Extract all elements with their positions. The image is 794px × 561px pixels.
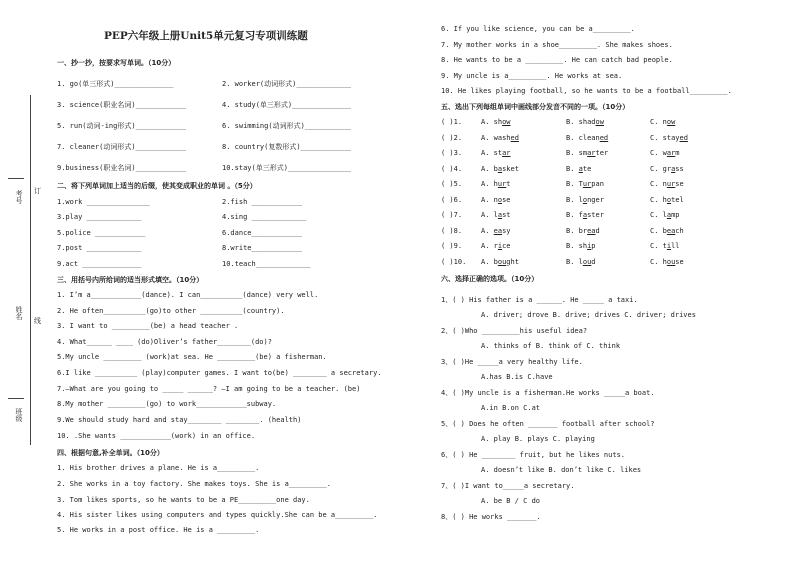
s5-option-pre: B. clean bbox=[566, 134, 600, 142]
s3-item: 9.We should study hard and stay________ ________. (health) bbox=[57, 416, 302, 424]
label-kaohao: 考号 bbox=[15, 190, 23, 204]
label-ding: 订 bbox=[34, 187, 41, 195]
s5-option-u: o bbox=[666, 196, 672, 204]
s5-option-b bbox=[566, 149, 608, 158]
s5-option-u: a bbox=[497, 165, 503, 173]
s5-option-a bbox=[481, 196, 511, 205]
s5-option-c bbox=[650, 118, 675, 127]
s5-option-a bbox=[481, 180, 511, 189]
s5-row-number: ( )10. bbox=[441, 258, 467, 266]
s5-option-b bbox=[566, 242, 596, 251]
s5-option-u: a bbox=[497, 211, 503, 219]
s5-row-number: ( )2. bbox=[441, 134, 463, 142]
s5-option-u: ow bbox=[595, 118, 604, 126]
s5-option-u: i bbox=[497, 242, 503, 250]
s5-option-post: se bbox=[675, 258, 684, 266]
s5-option-u: ou bbox=[582, 258, 592, 266]
s5-row-number: ( )4. bbox=[441, 165, 463, 173]
label-xian: 线 bbox=[34, 317, 41, 325]
s5-option-c bbox=[650, 165, 684, 174]
s5-option-u: ed bbox=[510, 134, 519, 142]
s5-option-u: ow bbox=[666, 118, 676, 126]
s2-item: 9.act ______________ bbox=[57, 260, 142, 268]
s2-item: 4.sing _____________ bbox=[222, 213, 307, 221]
s5-option-post: d bbox=[595, 227, 600, 235]
s5-option-post: d bbox=[591, 258, 596, 266]
s5-option-pre: B. br bbox=[566, 227, 588, 235]
s5-option-post: mp bbox=[671, 211, 680, 219]
s4-item: 10. He likes playing football, so he wants to be a football_________. bbox=[441, 87, 732, 95]
s5-option-u: a bbox=[578, 165, 583, 173]
s5-option-u: i bbox=[666, 242, 672, 250]
s5-option-post: ll bbox=[671, 242, 680, 250]
s5-option-c bbox=[650, 134, 688, 143]
s5-option-pre: B. sm bbox=[566, 149, 588, 157]
s5-option-c bbox=[650, 242, 680, 251]
s6-question: 5、( ) Does he often _______ football after school? bbox=[441, 420, 655, 428]
s3-item: 3. I want to _________(be) a head teacher . bbox=[57, 322, 239, 330]
s6-options: A. doesn’t like B. don’t like C. likes bbox=[481, 466, 642, 474]
s4-item: 6. If you like science, you can be a_________. bbox=[441, 25, 635, 33]
s5-option-u: ar bbox=[587, 149, 596, 157]
page-title: PEP六年级上册Unit5单元复习专项训练题 bbox=[104, 30, 308, 42]
s5-option-post: ss bbox=[675, 165, 684, 173]
s5-option-a bbox=[481, 227, 511, 236]
s6-question: 4、( )My uncle is a fisherman.He works _____a boat. bbox=[441, 389, 655, 397]
s5-option-post: m bbox=[675, 149, 680, 157]
s6-question: 1、( ) His father is a ______. He _____ a taxi. bbox=[441, 296, 638, 304]
s2-item: 5.police ____________ bbox=[57, 229, 146, 237]
s5-option-post: sket bbox=[502, 165, 519, 173]
s5-option-pre: C. stay bbox=[650, 134, 680, 142]
s6-options: A.in B.on C.at bbox=[481, 404, 541, 412]
s5-option-post: pan bbox=[591, 180, 604, 188]
s3-item: 8.My mother _________(go) to work____________subway. bbox=[57, 400, 277, 408]
s5-option-post: sy bbox=[502, 227, 511, 235]
s5-option-c bbox=[650, 258, 684, 267]
s5-option-u: ur bbox=[497, 180, 507, 188]
s2-item: 3.play _____________ bbox=[57, 213, 142, 221]
s5-option-pre: A. b bbox=[481, 165, 498, 173]
s2-item: 6.dance____________ bbox=[222, 229, 303, 237]
s5-option-post: st bbox=[502, 211, 511, 219]
s4-item: 3. Tom likes sports, so he wants to be a PE_________one day. bbox=[57, 496, 310, 504]
s5-option-u: a bbox=[582, 211, 588, 219]
section-4-heading: 四、根据句意,补全单词。（10分） bbox=[57, 449, 164, 457]
s2-item: 1.work _______________ bbox=[57, 198, 150, 206]
s2-item: 10.teach_____________ bbox=[222, 260, 311, 268]
s1-item: 6. swimming(动词形式)___________ bbox=[222, 122, 352, 130]
s5-option-u: i bbox=[587, 242, 592, 250]
s4-item: 7. My mother works in a shoe_________. She makes shoes. bbox=[441, 41, 673, 49]
s5-option-u: ur bbox=[582, 180, 592, 188]
label-banji: 班级 bbox=[15, 408, 23, 422]
s1-item: 1. go(单三形式)______________ bbox=[57, 80, 174, 88]
s5-option-a bbox=[481, 149, 511, 158]
s5-option-pre: C. w bbox=[650, 149, 667, 157]
s4-item: 1. His brother drives a plane. He is a_________. bbox=[57, 464, 260, 472]
s5-option-pre: C. n bbox=[650, 180, 667, 188]
s6-options: A. be B / C do bbox=[481, 497, 541, 505]
s1-item: 8. country(复数形式)____________ bbox=[222, 143, 352, 151]
s5-option-u: o bbox=[582, 196, 588, 204]
s5-option-c bbox=[650, 180, 684, 189]
s4-item: 2. She works in a toy factory. She makes toys. She is a_________. bbox=[57, 480, 331, 488]
s5-option-pre: A. st bbox=[481, 149, 503, 157]
s6-question: 7、( )I want to_____a secretary. bbox=[441, 482, 575, 490]
s6-options: A.has B.is C.have bbox=[481, 373, 553, 381]
s5-option-a bbox=[481, 134, 519, 143]
s5-option-b bbox=[566, 258, 596, 267]
s1-item: 3. science(职业名词)____________ bbox=[57, 101, 187, 109]
s4-item: 4. His sister likes using computers and types quickly.She can be a_________. bbox=[57, 511, 378, 519]
s5-option-u: ea bbox=[666, 227, 676, 235]
s5-row-number: ( )8. bbox=[441, 227, 463, 235]
section-5-heading: 五、选出下列每组单词中画线部分发音不同的一项。（10分） bbox=[441, 103, 630, 111]
s5-option-u: a bbox=[671, 165, 676, 173]
s6-options: A. thinks of B. think of C. think bbox=[481, 342, 621, 350]
s3-item: 2. He often__________(go)to other __________(country). bbox=[57, 307, 285, 315]
s3-item: 4. What______ ____ (do)Oliver’s father________(do)? bbox=[57, 338, 272, 346]
s5-option-pre: A. bbox=[481, 227, 494, 235]
s3-item: 6.I like __________ (play)computer games. I want to(be) ________ a secretary. bbox=[57, 369, 382, 377]
s6-question: 2、( )Who _________his useful idea? bbox=[441, 327, 588, 335]
s5-row-number: ( )9. bbox=[441, 242, 463, 250]
s5-option-pre: B. f bbox=[566, 211, 583, 219]
s5-option-pre: A. wash bbox=[481, 134, 511, 142]
s5-option-post: te bbox=[582, 165, 592, 173]
s5-option-b bbox=[566, 118, 604, 127]
s5-option-pre: C. n bbox=[650, 118, 667, 126]
s3-item: 7.—What are you going to _____ ______? —I am going to be a teacher. (be) bbox=[57, 385, 361, 393]
binding-line bbox=[30, 95, 31, 445]
s6-question: 3、( )He _____a very healthy life. bbox=[441, 358, 583, 366]
s6-question: 8、( ) He works _______. bbox=[441, 513, 541, 521]
s5-option-u: ow bbox=[502, 118, 511, 126]
s3-item: 5.My uncle _________ (work)at sea. He _________(be) a fisherman. bbox=[57, 353, 327, 361]
s5-option-pre: C. l bbox=[650, 211, 667, 219]
s5-option-post: nger bbox=[587, 196, 604, 204]
s5-option-pre: C. b bbox=[650, 227, 667, 235]
s5-option-pre: A. n bbox=[481, 196, 498, 204]
s5-option-post: p bbox=[591, 242, 596, 250]
s5-option-pre: C. h bbox=[650, 196, 667, 204]
s5-option-u: ea bbox=[493, 227, 503, 235]
s5-option-post: ster bbox=[587, 211, 604, 219]
s5-option-c bbox=[650, 211, 680, 220]
s6-question: 6、( ) He ________ fruit, but he likes nuts. bbox=[441, 451, 626, 459]
s5-option-u: ed bbox=[599, 134, 609, 142]
s5-option-pre: C. h bbox=[650, 258, 667, 266]
s5-option-a bbox=[481, 242, 511, 251]
s5-option-post: tel bbox=[671, 196, 684, 204]
s5-option-u: ea bbox=[587, 227, 596, 235]
s4-item: 9. My uncle is a_________. He works at sea. bbox=[441, 72, 623, 80]
s5-option-pre: A. r bbox=[481, 242, 498, 250]
s5-option-a bbox=[481, 118, 511, 127]
s5-option-pre: A. h bbox=[481, 180, 498, 188]
s3-item: 10. .She wants ____________(work) in an office. bbox=[57, 432, 256, 440]
s6-options: A. play B. plays C. playing bbox=[481, 435, 595, 443]
banji-line bbox=[8, 398, 24, 399]
kaohao-line bbox=[8, 178, 24, 179]
s5-option-u: ou bbox=[666, 258, 676, 266]
s5-option-pre: B. sh bbox=[566, 242, 588, 250]
section-3-heading: 三、用括号内所给词的适当形式填空。（10分） bbox=[57, 276, 204, 284]
s5-option-b bbox=[566, 180, 604, 189]
s5-option-post: ght bbox=[506, 258, 519, 266]
s5-option-b bbox=[566, 227, 600, 236]
s3-item: 1. I’m a____________(dance). I can__________(dance) very well. bbox=[57, 291, 319, 299]
s5-option-post: ter bbox=[595, 149, 609, 157]
s5-option-u: a bbox=[666, 211, 672, 219]
s5-option-post: se bbox=[502, 196, 511, 204]
s1-item: 7. cleaner(动词形式)____________ bbox=[57, 143, 187, 151]
s5-option-c bbox=[650, 227, 684, 236]
s5-row-number: ( )6. bbox=[441, 196, 463, 204]
s2-item: 8.write____________ bbox=[222, 244, 303, 252]
s5-option-u: ed bbox=[679, 134, 688, 142]
s5-option-pre: B. shad bbox=[566, 118, 596, 126]
s5-option-b bbox=[566, 134, 608, 143]
s5-option-post: t bbox=[506, 180, 511, 188]
s5-option-post: ch bbox=[675, 227, 684, 235]
s5-option-u: ur bbox=[666, 180, 676, 188]
label-xingming: 姓名 bbox=[15, 306, 23, 320]
s5-row-number: ( )1. bbox=[441, 118, 463, 126]
s2-item: 7.post _____________ bbox=[57, 244, 142, 252]
s5-option-b bbox=[566, 165, 591, 174]
section-1-heading: 一、抄一抄，按要求写单词。（10分） bbox=[57, 59, 176, 67]
s5-option-pre: B. l bbox=[566, 196, 583, 204]
s4-item: 5. He works in a post office. He is a _________. bbox=[57, 526, 260, 534]
s5-option-pre: B. T bbox=[566, 180, 583, 188]
s5-option-a bbox=[481, 165, 519, 174]
s1-item: 9.business(职业名词)____________ bbox=[57, 164, 187, 172]
s1-item: 2. worker(动词形式)_____________ bbox=[222, 80, 352, 88]
s4-item: 8. He wants to be a _________. He can catch bad people. bbox=[441, 56, 673, 64]
s1-item: 4. study(单三形式)______________ bbox=[222, 101, 352, 109]
section-6-heading: 六、选择正确的选项。（10分） bbox=[441, 275, 539, 283]
s5-row-number: ( )5. bbox=[441, 180, 463, 188]
s5-option-u: ar bbox=[502, 149, 511, 157]
s5-option-pre: A. sh bbox=[481, 118, 503, 126]
s5-option-pre: A. b bbox=[481, 258, 498, 266]
s5-option-u: ar bbox=[666, 149, 676, 157]
s5-option-c bbox=[650, 196, 684, 205]
s5-option-pre: C. gr bbox=[650, 165, 672, 173]
s5-option-u: ou bbox=[497, 258, 507, 266]
s5-option-pre: B. l bbox=[566, 258, 583, 266]
s2-item: 2.fish ____________ bbox=[222, 198, 303, 206]
s6-options: A. driver; drove B. drive; drives C. driver; drives bbox=[481, 311, 696, 319]
s5-option-pre: B. bbox=[566, 165, 579, 173]
s5-option-post: se bbox=[675, 180, 684, 188]
s5-option-a bbox=[481, 258, 519, 267]
s5-row-number: ( )7. bbox=[441, 211, 463, 219]
s5-option-b bbox=[566, 211, 604, 220]
s5-option-pre: A. l bbox=[481, 211, 498, 219]
section-2-heading: 二、将下列单词加上适当的后缀，使其变成职业的单词 。（5分） bbox=[57, 182, 257, 190]
s1-item: 5. run(动词-ing形式)____________ bbox=[57, 122, 187, 130]
s5-option-pre: C. t bbox=[650, 242, 667, 250]
s5-option-a bbox=[481, 211, 511, 220]
s5-option-post: ce bbox=[502, 242, 511, 250]
s5-option-u: o bbox=[497, 196, 503, 204]
s1-item: 10.stay(单三形式)_______________ bbox=[222, 164, 352, 172]
s5-row-number: ( )3. bbox=[441, 149, 463, 157]
s5-option-b bbox=[566, 196, 604, 205]
s5-option-c bbox=[650, 149, 680, 158]
